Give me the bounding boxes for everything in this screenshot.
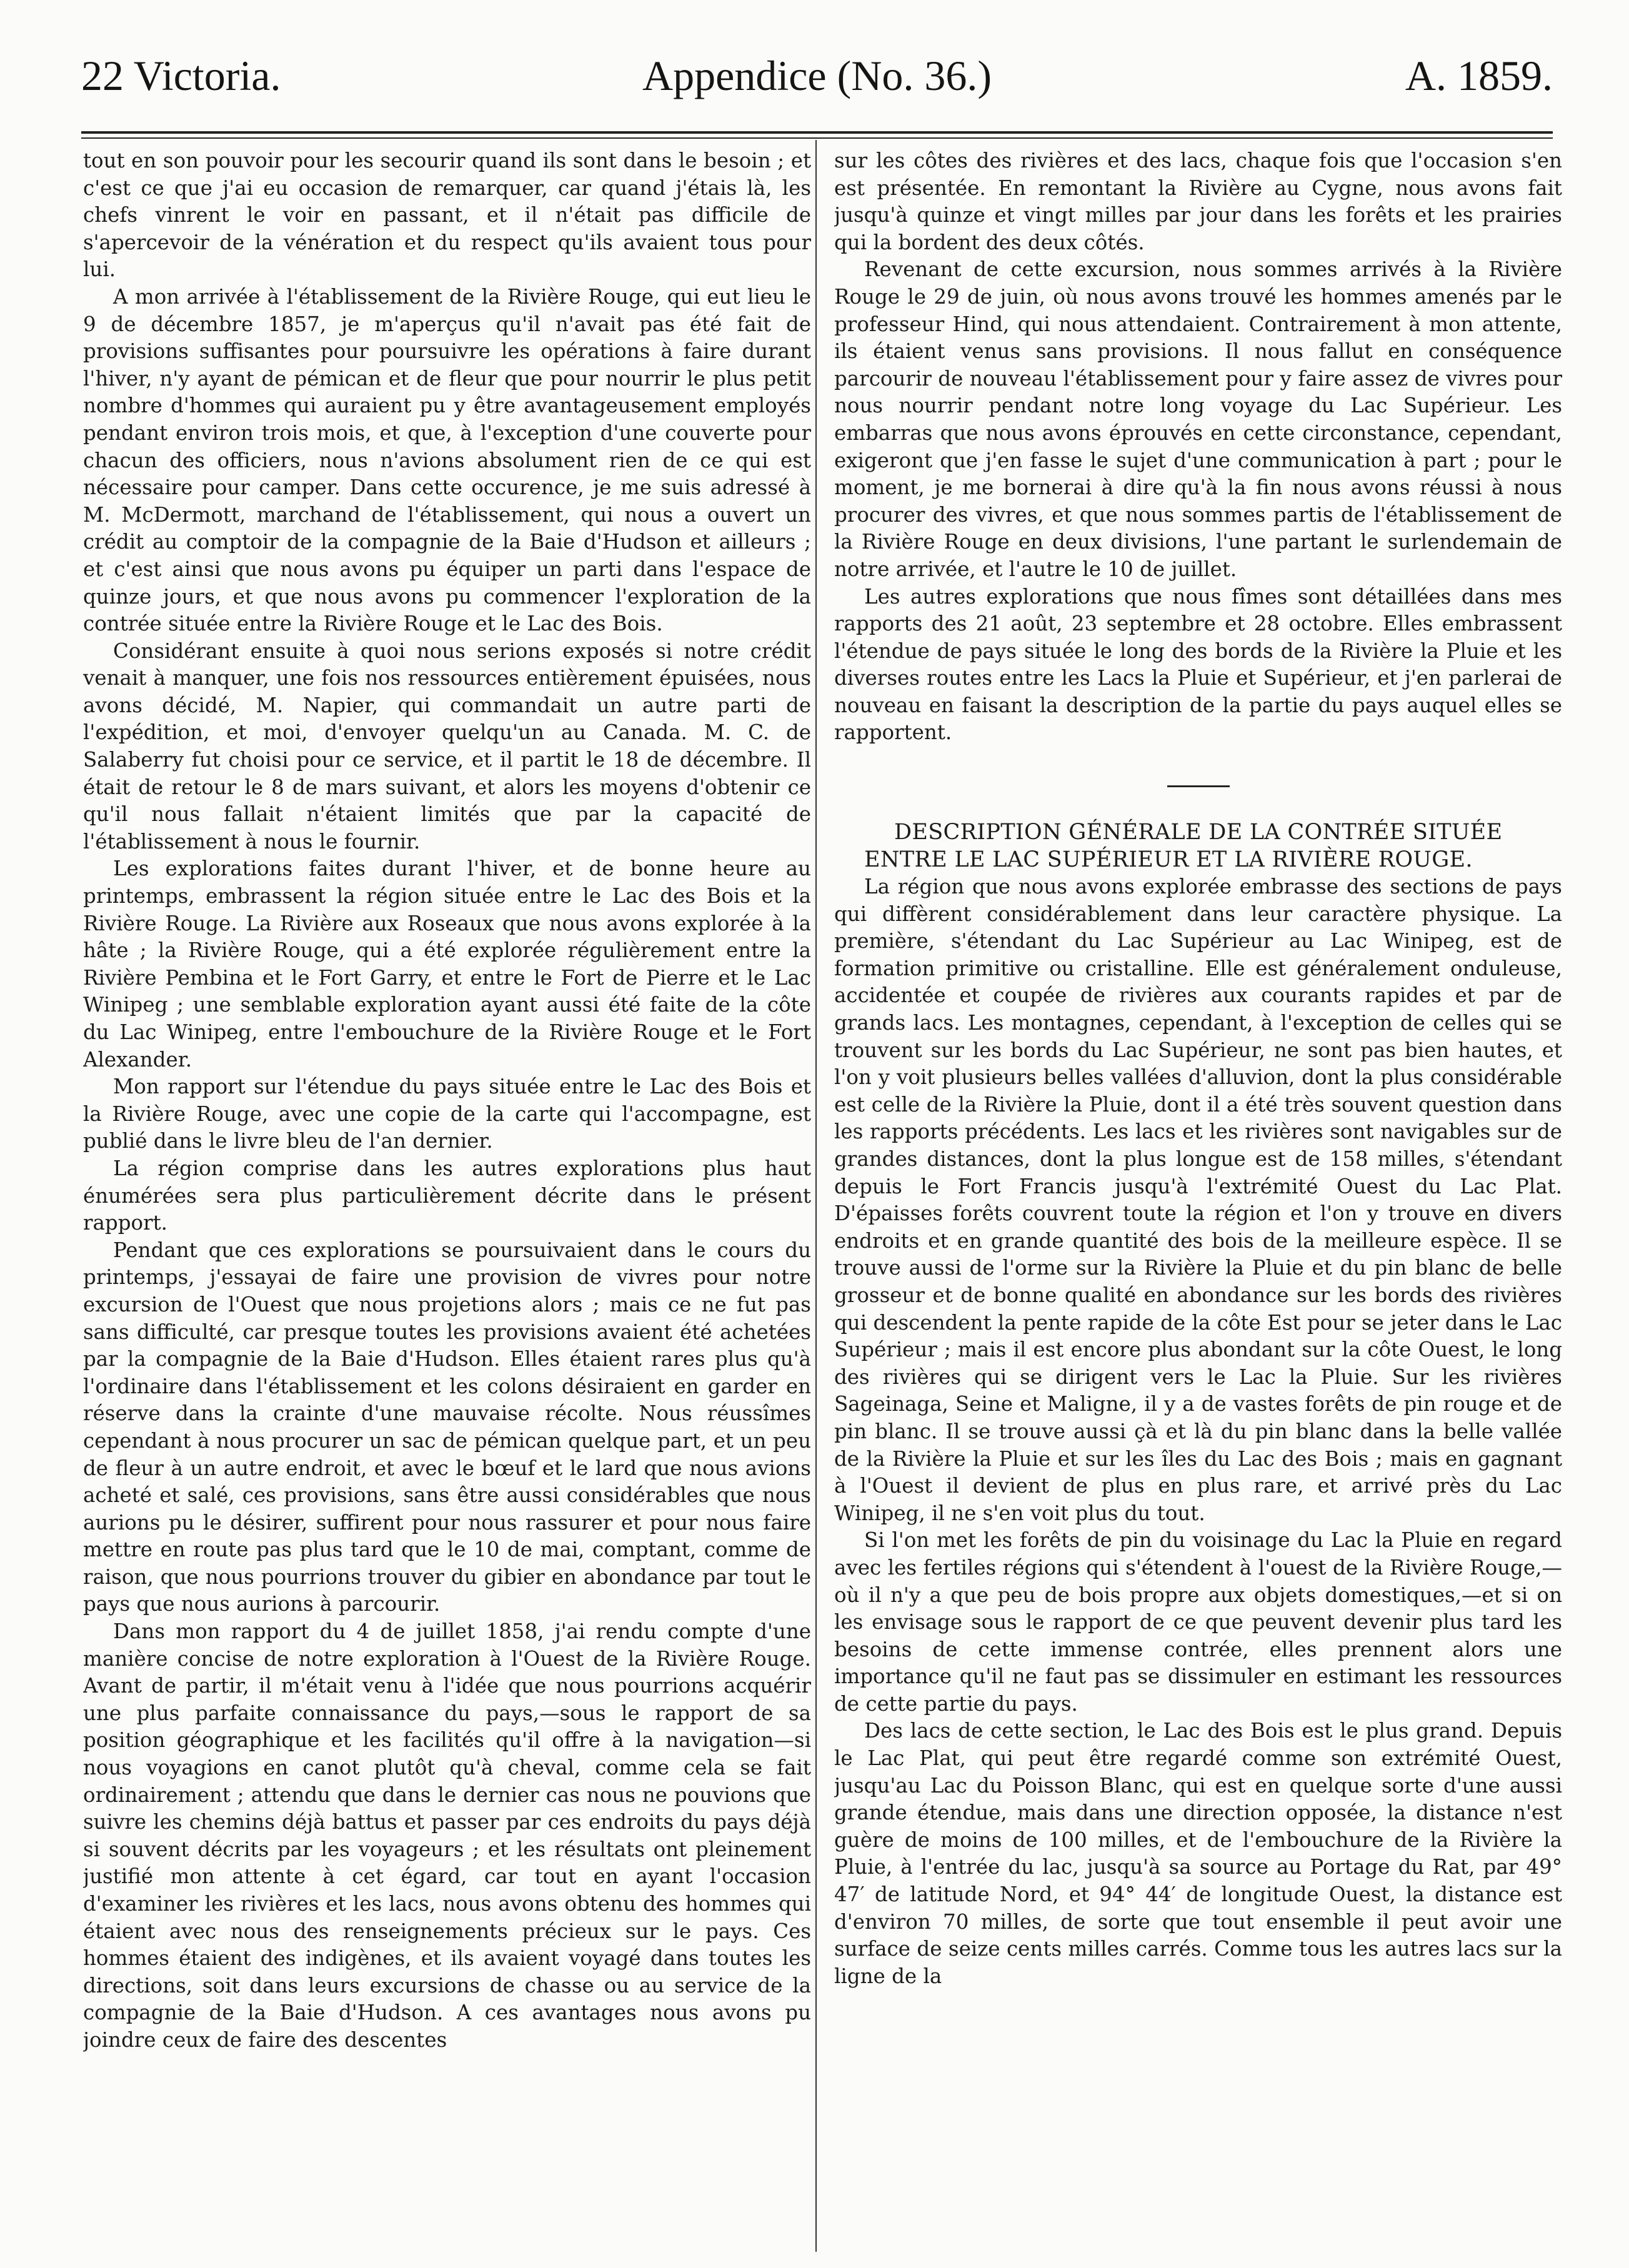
column-divider bbox=[815, 140, 817, 2252]
paragraph: tout en son pouvoir pour les secourir quand ils sont dans le besoin ; et c'est ce que j'ai eu occasion de remarquer, car quand j'étais là, les chefs vinrent le voir en passant, et il n'était pas difficile de s'apercevoir de la vénération et du respect qu'ils avaient tous pour lui. bbox=[83, 149, 811, 282]
paragraph: La région comprise dans les autres explorations plus haut énumérées sera plus particulièrement décrite dans le présent rapport. bbox=[83, 1156, 811, 1235]
paragraph: Pendant que ces explorations se poursuivaient dans le cours du printemps, j'essayai de faire une provision de vivres pour notre excursion de l'Ouest que nous projetions alors ; mais ce ne fut pas sans difficulté, car presque toutes les provisions avaient été achetées par la compagnie de la Baie d'Hudson. Elles étaient rares plus qu'à l'ordinaire dans l'établissement et les colons désiraient en garder en réserve dans la crainte d'une mauvaise récolte. Nous réussîmes cependant à nous procurer un sac de pémican quelque part, et un peu de fleur à un autre endroit, et avec le bœuf et le lard que nous avions acheté et salé, ces provisions, sans être aussi considérables que nous aurions pu le désirer, suffirent pour nous rassurer et pour nous faire mettre en route pas plus tard que le 10 de mai, comptant, comme de raison, que nous pourrions trouver du gibier en abondance par tout le pays que nous aurions à parcourir. bbox=[83, 1238, 811, 1616]
right-column bbox=[834, 147, 1562, 2247]
running-header bbox=[81, 32, 1553, 101]
paragraph: Considérant ensuite à quoi nous serions exposés si notre crédit venait à manquer, une fois nos ressources entièrement épuisées, nous avons décidé, M. Napier, qui commandait un autre parti de l'expédition, et moi, d'envoyer quelqu'un au Canada. M. C. de Salaberry fut choisi pour ce service, et il partit le 18 de décembre. Il était de retour le 8 de mars suivant, et alors les moyens d'obtenir ce qu'il nous fallait n'étaient limités que par la capacité de l'établissement à nous le fournir. bbox=[83, 639, 811, 853]
header-rule-thin bbox=[81, 137, 1553, 139]
header-appendix-number: Appendice (No. 36.) bbox=[642, 52, 992, 99]
section-heading: DESCRIPTION GÉNÉRALE DE LA CONTRÉE SITUÉE ENTRE LE LAC SUPÉRIEUR ET LA RIVIÈRE ROUGE. bbox=[864, 820, 1503, 873]
paragraph: Revenant de cette excursion, nous sommes arrivés à la Rivière Rouge le 29 de juin, où nous avons trouvé les hommes amenés par le professeur Hind, qui nous attendaient. Contrairement à mon attente, ils étaient venus sans provisions. Il nous fallut en conséquence parcourir de nouveau l'établissement pour y faire assez de vivres pour nous nourrir pendant notre long voyage du Lac Supérieur. Les embarras que nous avons éprouvés en cette circonstance, cependant, exigeront que j'en fasse le sujet d'une communication à part ; pour le moment, je me bornerai à dire qu'à la fin nous avons réussi à nous procurer des vivres, et que nous sommes partis de l'établissement de la Rivière Rouge en deux divisions, l'une partant le surlendemain de notre arrivée, et l'autre le 10 de juillet. bbox=[834, 257, 1562, 581]
paragraph: sur les côtes des rivières et des lacs, chaque fois que l'occasion s'en est présentée. En remontant la Rivière au Cygne, nous avons fait jusqu'à quinze et vingt milles par jour dans les forêts et les prairies qui la bordent des deux côtés. bbox=[834, 149, 1562, 254]
left-column bbox=[83, 147, 811, 2247]
paragraph: A mon arrivée à l'établissement de la Rivière Rouge, qui eut lieu le 9 de décembre 1857, je m'aperçus qu'il n'avait pas été fait de provisions suffisantes pour poursuivre les opérations à faire durant l'hiver, n'y ayant de pémican et de fleur que pour nourrir le plus petit nombre d'hommes qui auraient pu y être avantageusement employés pendant environ trois mois, et que, à l'exception d'une couverte pour chacun des officiers, nous n'avions absolument rien de ce qui est nécessaire pour camper. Dans cette occurence, je me suis adressé à M. McDermott, marchand de l'établissement, qui nous a ouvert un crédit au comptoir de la compagnie de la Baie d'Hudson et ailleurs ; et c'est ainsi que nous avons pu équiper un parti dans l'espace de quinze jours, et que nous avons pu commencer l'exploration de la contrée située entre la Rivière Rouge et le Lac des Bois. bbox=[83, 284, 811, 636]
section-separator bbox=[1167, 785, 1230, 787]
header-rule-thick bbox=[81, 131, 1553, 134]
paragraph: Les autres explorations que nous fîmes sont détaillées dans mes rapports des 21 août, 23 septembre et 28 octobre. Elles embrassent l'étendue de pays située le long des bords de la Rivière la Pluie et les diverses routes entre les Lacs la Pluie et Supérieur, et j'en parlerai de nouveau en faisant la description de la partie du pays auquel elles se rapportent. bbox=[834, 584, 1562, 745]
paragraph: La région que nous avons explorée embrasse des sections de pays qui diffèrent considérablement dans leur caractère physique. La première, s'étendant du Lac Supérieur au Lac Winipeg, est de formation primitive ou cristalline. Elle est généralement onduleuse, accidentée et coupée de rivières aux courants rapides et par de grands lacs. Les montagnes, cependant, à l'exception de celles qui se trouvent sur les bords du Lac Supérieur, ne sont pas bien hautes, et l'on y voit plusieurs belles vallées d'alluvion, dont la plus considérable est celle de la Rivière la Pluie, dont il a été très souvent question dans les rapports précédents. Les lacs et les rivières sont navigables sur de grandes distances, dont la plus longue est de 158 milles, s'étendant depuis le Fort Francis jusqu'à l'extrémité Ouest du Lac Plat. D'épaisses forêts couvrent toute la région et l'on y trouve en divers endroits et en grande quantité des bois de la meilleure espèce. Il se trouve aussi de l'orme sur la Rivière la Pluie et du pin blanc de belle grosseur et de bonne qualité en abondance sur les bords des rivières qui descendent la pente rapide de la côte Est pour se jeter dans le Lac Supérieur ; mais il est encore plus abondant sur la côte Ouest, le long des rivières qui se dirigent vers le Lac la Pluie. Sur les rivières Sageinaga, Seine et Maligne, il y a de vastes forêts de pin rouge et de pin blanc. Il se trouve aussi çà et là du pin blanc dans la belle vallée de la Rivière la Pluie et sur les îles du Lac des Bois ; mais en gagnant à l'Ouest il devient de plus en plus rare, et arrivé près du Lac Winipeg, il ne s'en voit plus du tout. bbox=[834, 875, 1562, 1525]
header-year: A. 1859. bbox=[1405, 52, 1553, 99]
paragraph: Des lacs de cette section, le Lac des Bois est le plus grand. Depuis le Lac Plat, qui peut être regardé comme son extrémité Ouest, jusqu'au Lac du Poisson Blanc, qui est en quelque sorte d'une aussi grande étendue, mais dans une direction opposée, la distance n'est guère de moins de 100 milles, et de l'embouchure de la Rivière la Pluie, à l'entrée du lac, jusqu'à sa source au Portage du Rat, par 49° 47′ de latitude Nord, et 94° 44′ de longitude Ouest, la distance est d'environ 70 milles, de sorte que tout ensemble il peut avoir une surface de seize cents milles carrés. Comme tous les autres lacs sur la ligne de la bbox=[834, 1719, 1562, 1988]
paragraph: Les explorations faites durant l'hiver, et de bonne heure au printemps, embrassent la région située entre le Lac des Bois et la Rivière Rouge. La Rivière aux Roseaux que nous avons explorée à la hâte ; la Rivière Rouge, qui a été explorée régulièrement entre la Rivière Pembina et le Fort Garry, et entre le Fort de Pierre et le Lac Winipeg ; une semblable exploration ayant aussi été faite de la côte du Lac Winipeg, entre l'embouchure de la Rivière Rouge et le Fort Alexander. bbox=[83, 857, 811, 1072]
header-session: 22 Victoria. bbox=[81, 52, 281, 99]
paragraph: Dans mon rapport du 4 de juillet 1858, j'ai rendu compte d'une manière concise de notre exploration à l'Ouest de la Rivière Rouge. Avant de partir, il m'était venu à l'idée que nous pourrions acquérir une plus parfaite connaissance du pays,—sous le rapport de sa position géographique et les facilités qu'il offre à la navigation—si nous voyagions en canot plutôt qu'à cheval, comme cela se fait ordinairement ; attendu que dans le dernier cas nous ne pouvions que suivre les chemins déjà battus et passer par ces endroits du pays déjà si souvent décrits par les voyageurs ; et les résultats ont pleinement justifié mon attente à cet égard, car tout en ayant l'occasion d'examiner les rivières et les lacs, nous avons obtenu des hommes qui étaient avec nous des renseignements précieux sur le pays. Ces hommes étaient des indigènes, et ils avaient voyagé dans toutes les directions, soit dans leurs excursions de chasse ou au service de la compagnie de la Baie d'Hudson. A ces avantages nous avons pu joindre ceux de faire des descentes bbox=[83, 1619, 811, 2052]
paragraph: Si l'on met les forêts de pin du voisinage du Lac la Pluie en regard avec les fertiles régions qui s'étendent à l'ouest de la Rivière Rouge,—où il n'y a que peu de bois propre aux objets domestiques,—et si on les envisage sous le rapport de ce que peuvent devenir plus tard les besoins de cette immense contrée, elles prennent alors une importance qu'il ne faut pas se dissimuler en estimant les ressources de cette partie du pays. bbox=[834, 1528, 1562, 1716]
paragraph: Mon rapport sur l'étendue du pays située entre le Lac des Bois et la Rivière Rouge, avec une copie de la carte qui l'accompagne, est publié dans le livre bleu de l'an dernier. bbox=[83, 1075, 811, 1153]
